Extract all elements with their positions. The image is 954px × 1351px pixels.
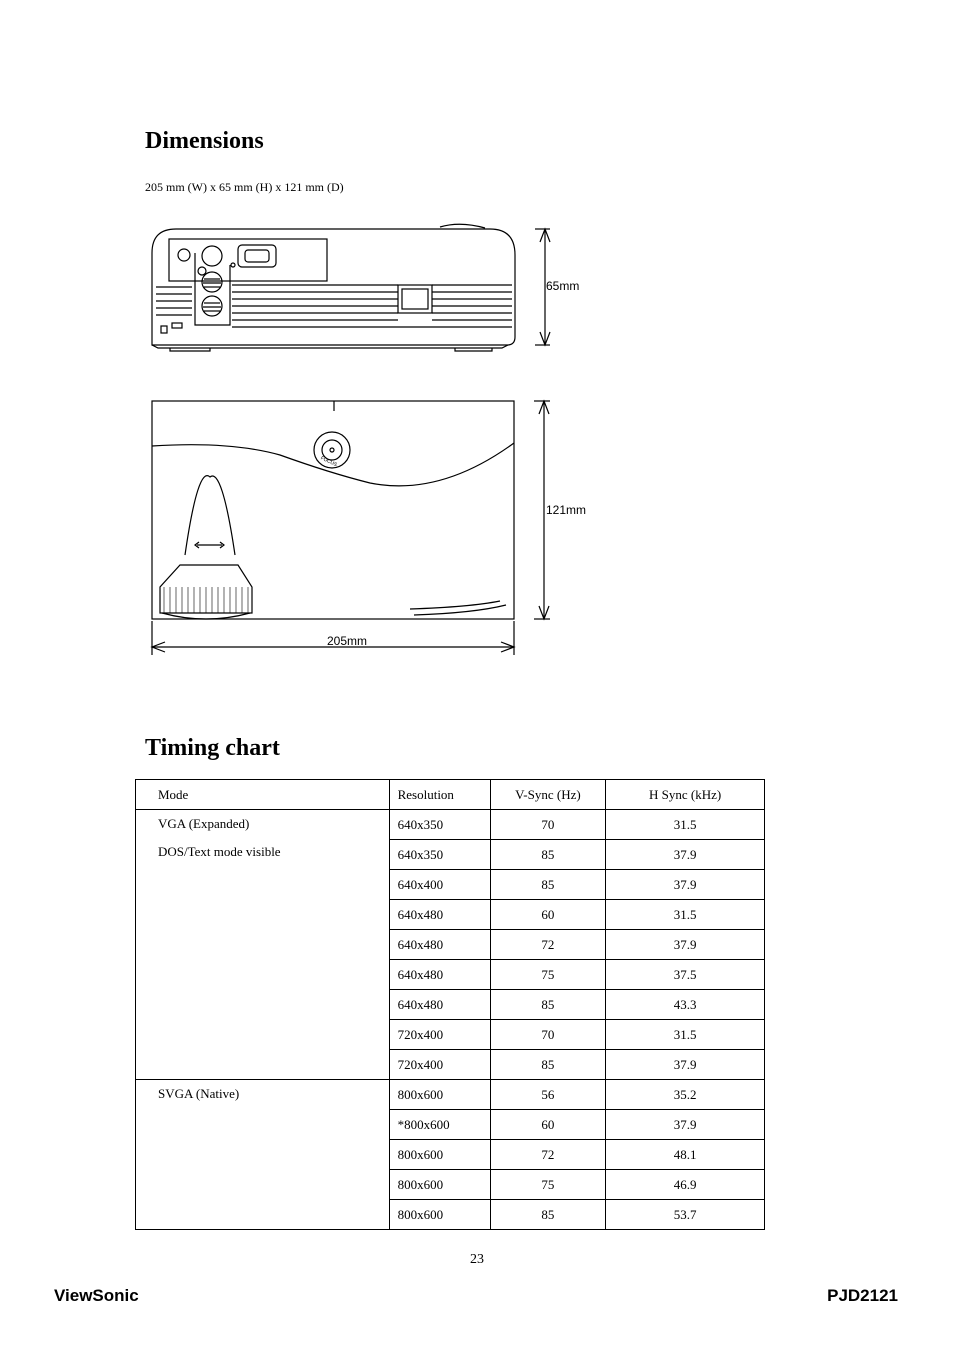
projector-dimension-drawing — [140, 215, 620, 665]
table-header-row — [136, 780, 765, 810]
resolution-cell: *800x600 — [389, 1110, 490, 1140]
mode-cell-vga — [136, 810, 390, 1080]
header-mode: Mode — [136, 780, 390, 810]
resolution-cell: 800x600 — [389, 1080, 490, 1110]
width-label: 205mm — [327, 634, 368, 648]
vsync-cell: 60 — [490, 900, 606, 930]
depth-label: 121mm — [546, 503, 587, 517]
hsync-cell: 37.9 — [606, 1110, 765, 1140]
resolution-cell: 640x480 — [389, 960, 490, 990]
vsync-cell: 85 — [490, 870, 606, 900]
vsync-cell: 75 — [490, 1170, 606, 1200]
mode-label: SVGA (Native) — [158, 1086, 240, 1101]
table-row — [136, 1080, 765, 1110]
hsync-cell: 43.3 — [606, 990, 765, 1020]
resolution-cell: 720x400 — [389, 1020, 490, 1050]
resolution-cell: 640x400 — [389, 870, 490, 900]
hsync-cell: 31.5 — [606, 810, 765, 840]
hsync-cell: 46.9 — [606, 1170, 765, 1200]
resolution-cell: 800x600 — [389, 1140, 490, 1170]
footer-model: PJD2121 — [827, 1286, 898, 1305]
mode-cell-svga — [136, 1080, 390, 1230]
resolution-cell: 800x600 — [389, 1170, 490, 1200]
mode-label: VGA (Expanded) — [158, 816, 250, 831]
vsync-cell: 85 — [490, 1050, 606, 1080]
vsync-cell: 60 — [490, 1110, 606, 1140]
timing-table — [135, 779, 765, 1230]
hsync-cell: 31.5 — [606, 900, 765, 930]
resolution-cell: 800x600 — [389, 1200, 490, 1230]
focus-dial-label: FOCUS — [319, 455, 338, 469]
page-number: 23 — [470, 1252, 484, 1267]
resolution-cell: 640x480 — [389, 900, 490, 930]
height-label: 65mm — [546, 279, 580, 293]
resolution-cell: 640x350 — [389, 840, 490, 870]
table-row — [136, 810, 765, 840]
mode-label: DOS/Text mode visible — [158, 844, 281, 859]
footer-brand: ViewSonic — [54, 1286, 139, 1305]
vsync-cell: 85 — [490, 840, 606, 870]
vsync-cell: 56 — [490, 1080, 606, 1110]
timing-chart-heading: Timing chart — [145, 735, 280, 761]
resolution-cell: 640x480 — [389, 930, 490, 960]
hsync-cell: 37.9 — [606, 1050, 765, 1080]
dimensions-heading: Dimensions — [145, 128, 264, 154]
vsync-cell: 85 — [490, 990, 606, 1020]
hsync-cell: 35.2 — [606, 1080, 765, 1110]
header-hsync: H Sync (kHz) — [606, 780, 765, 810]
resolution-cell: 640x350 — [389, 810, 490, 840]
hsync-cell: 37.9 — [606, 930, 765, 960]
vsync-cell: 70 — [490, 1020, 606, 1050]
hsync-cell: 37.9 — [606, 840, 765, 870]
hsync-cell: 53.7 — [606, 1200, 765, 1230]
vsync-cell: 72 — [490, 930, 606, 960]
vsync-cell: 70 — [490, 810, 606, 840]
resolution-cell: 640x480 — [389, 990, 490, 1020]
header-vsync: V-Sync (Hz) — [490, 780, 606, 810]
vsync-cell: 75 — [490, 960, 606, 990]
resolution-cell: 720x400 — [389, 1050, 490, 1080]
vsync-cell: 72 — [490, 1140, 606, 1170]
header-resolution: Resolution — [389, 780, 490, 810]
hsync-cell: 48.1 — [606, 1140, 765, 1170]
hsync-cell: 37.9 — [606, 870, 765, 900]
hsync-cell: 31.5 — [606, 1020, 765, 1050]
hsync-cell: 37.5 — [606, 960, 765, 990]
dimensions-text: 205 mm (W) x 65 mm (H) x 121 mm (D) — [145, 180, 344, 194]
vsync-cell: 85 — [490, 1200, 606, 1230]
